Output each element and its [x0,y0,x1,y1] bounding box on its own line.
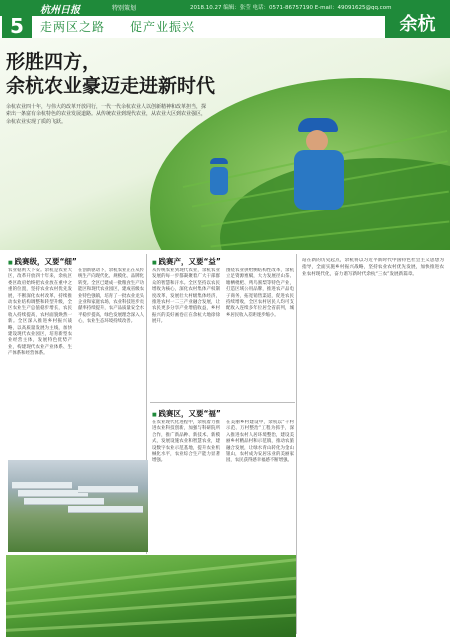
paper-name: 杭州日报 [40,5,80,16]
tea-picker-background [208,158,230,198]
subhead-section-3: ■ 践赛区，又要“福” [152,408,221,419]
subhead-section-1: ■ 践赛级，又要“细” [8,256,77,267]
slogan-left: 走两区之路 [40,20,106,34]
section-tag: 余杭 [385,12,450,38]
article-column-1: 农业稳则天下安。余杭是农业大区，改革开放四十年来，余杭区委区政府始终把农业放在重中之重的位置，坚持农业农村优先发展，不断深化农村改革，持续推动农业结构调整和转型升级，全区农业生产总值稳步增长，农民收入持续提高，农村面貌焕然一新。全区深入推进乡村振兴战略，以高质量发展为主线，加快建设现代农业园区，培育新型农业经营主体，发展特色优势产业，构建现代农业产业体系、生产体系和经营体系。 [8,268,72,357]
column-divider [296,254,297,634]
tea-picker-foreground [290,118,348,213]
article-column-2: 在创新驱动下，余杭农业正在从传统生产向现代化、规模化、品牌化转变。全区已建成一批粮食生产功能区和现代农业园区，建成省级农业特色强镇，培育了一批农业龙头企业和家庭农场，农业科技进步贡献率持续提升，农产品质量安全水平稳步提高，绿色发展理念深入人心，农业生态环境持续改善。 [78,268,144,325]
hero-photo [0,38,450,250]
article-column-5: 在农业现代化进程中，余杭着力推进农业科技创新，加强与科研院所合作，推广新品种、新技术、新模式，发展设施农业和智慧农业，建设数字农业示范基地，提升农业机械化水平，农业综合生产能力显著增强。 [152,420,220,464]
subhead-section-2: ■ 践赛产，又要“益” [152,256,221,267]
masthead [0,0,450,38]
article-column-7: 站在新的历史起点，余杭将以习近平新时代中国特色社会主义思想为指导，全面实施乡村振兴战略，坚持农业农村优先发展，加快推进农业农村现代化，奋力谱写新时代余杭“三农”发展新篇章。 [302,258,444,277]
slogan-right: 促产业振兴 [130,20,196,34]
article-column-6: 在美丽乡村建设中，余杭以“千村示范、万村整治”工程为抓手，深入推进农村人居环境整治，建设美丽乡村精品村和示范镇，推动农旅融合发展，让绿水青山转化为金山银山，农村成为安居乐业的美丽家园，农民获得感幸福感不断增强。 [226,420,294,464]
page-number: 5 [2,14,32,38]
hotline-info: 2018.10.27 编辑：张莹 电话：0571-86757190 E-mail：49091625@qq.com [190,5,392,11]
intro-paragraph: 余杭农业四十年，与伟大的改革开放同行，一代一代余杭农业人以创新精神和改革担当，探索出一条富有余杭特色的农业发展道路。从传统农业到现代农业，从农业大区到农业强区，余杭农业实现了质的飞跃。 [6,104,207,125]
section-divider [150,402,295,403]
greenhouse-photo [8,460,148,552]
edition-label: 特别策划 [112,5,137,12]
article-column-3: 从传统农业到现代农业，余杭农业发展的每一步都凝聚着广大干部群众的智慧和汗水。全区坚持以农民增收为核心，深化农村集体产权制度改革，发展壮大村级集体经济，推进农村一二三产业融合发展，让农民更多分享产业增值收益，乡村振兴的美好画卷正在余杭大地徐徐展开。 [152,268,220,325]
article-column-4: 围绕农业供给侧结构性改革，余杭立足资源禀赋，大力发展径山茶、塘栖枇杷、鸬鸟蜜梨等特色产业，打造区域公用品牌，推进农产品电子商务，拓宽销售渠道，促进农民持续增收，全区农村居民人均可支配收入连续多年位居全省前列，城乡居民收入差距逐步缩小。 [226,268,294,318]
farmland-photo [6,555,296,637]
page-headline: 形胜四方， 余杭农业豪迈走进新时代 [6,51,216,97]
